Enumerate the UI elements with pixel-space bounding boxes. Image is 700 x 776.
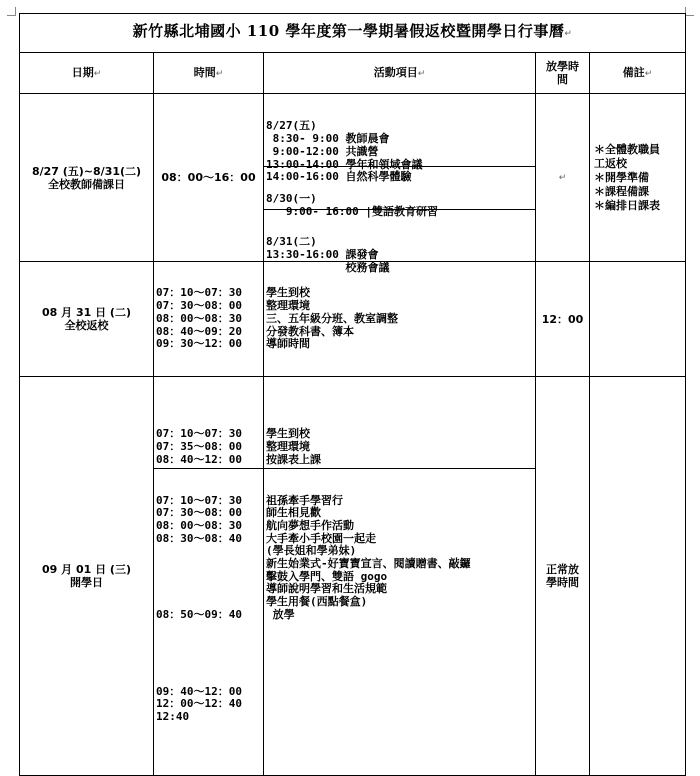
dismiss-cell: 12：00 [536,262,590,377]
date-cell: 08 月 31 日 (二) 全校返校 [20,262,154,377]
activity-block-0830: 8/30(一) 9:00- 16:00 |雙語教育研習 [264,166,535,209]
corner-crop-mark [7,7,16,16]
time-cell: 07：10～07：30 07：35～08：00 08：40～12：00 07：10～07：30 07：30～08：00 08：00～08：30 08：30～08：40 08：50～09：40 09：40～12：00 12：00～12：40 12:40 [154,377,264,775]
document-title: 新竹縣北埔國小 110 學年度第一學期暑假返校暨開學日行事曆↵ [20,14,686,53]
notes-cell [590,262,686,377]
schedule-table [19,13,686,776]
row-school-return [20,262,686,377]
activity-cell: 學生到校 整理環境 按課表上課 祖孫牽手學習行 師生相見歡 航向夢想手作活動 大手牽小手校園一起走 (學長姐和學弟妹) 新生始業式-好寶寶宣言、閱讀贈書、敲鑼 擊鼓入學門、雙語 gogo 導師說明學習和生活規範 學生用餐(西點餐盒) 放學 [264,377,536,775]
activity-block-0831: 8/31(二) 13:30-16:00 課發會 校務會議 [264,209,535,254]
header-notes: 備註↵ [590,53,686,94]
header-time: 時間↵ [154,53,264,94]
activity-cell: 學生到校 整理環境 三、五年級分班、教室調整 分發教科書、簿本 導師時間 [264,262,536,377]
header-row [20,53,686,94]
header-date: 日期↵ [20,53,154,94]
dismiss-cell: ↵ [536,94,590,262]
time-cell: 07：10～07：30 07：30～08：00 08：00～08：30 08：40～09：20 09：30～12：00 [154,262,264,377]
activity-block-0827: 8/27(五) 8:30- 9:00 教師晨會 9:00-12:00 共識營 13:00-14:00 學年和領域會議 14:00-16:00 自然科學體驗 [266,119,423,184]
row-first-day [20,377,686,775]
date-cell: 8/27 (五)~8/31(二) 全校教師備課日 [20,94,154,262]
notes-cell: ＊全體教職員 工返校 ＊開學準備 ＊課程備課 ＊編排日課表 [590,94,686,262]
time-cell: 08：00～16：00 [154,94,264,262]
header-activity: 活動項目↵ [264,53,536,94]
row-teacher-prep [20,94,686,262]
notes-cell [590,377,686,775]
header-dismiss: 放學時間 [536,53,590,94]
corner-crop-mark [685,7,694,16]
dismiss-cell: 正常放 學時間 [536,377,590,775]
date-cell: 09 月 01 日 (三) 開學日 [20,377,154,775]
activity-cell [264,94,536,274]
